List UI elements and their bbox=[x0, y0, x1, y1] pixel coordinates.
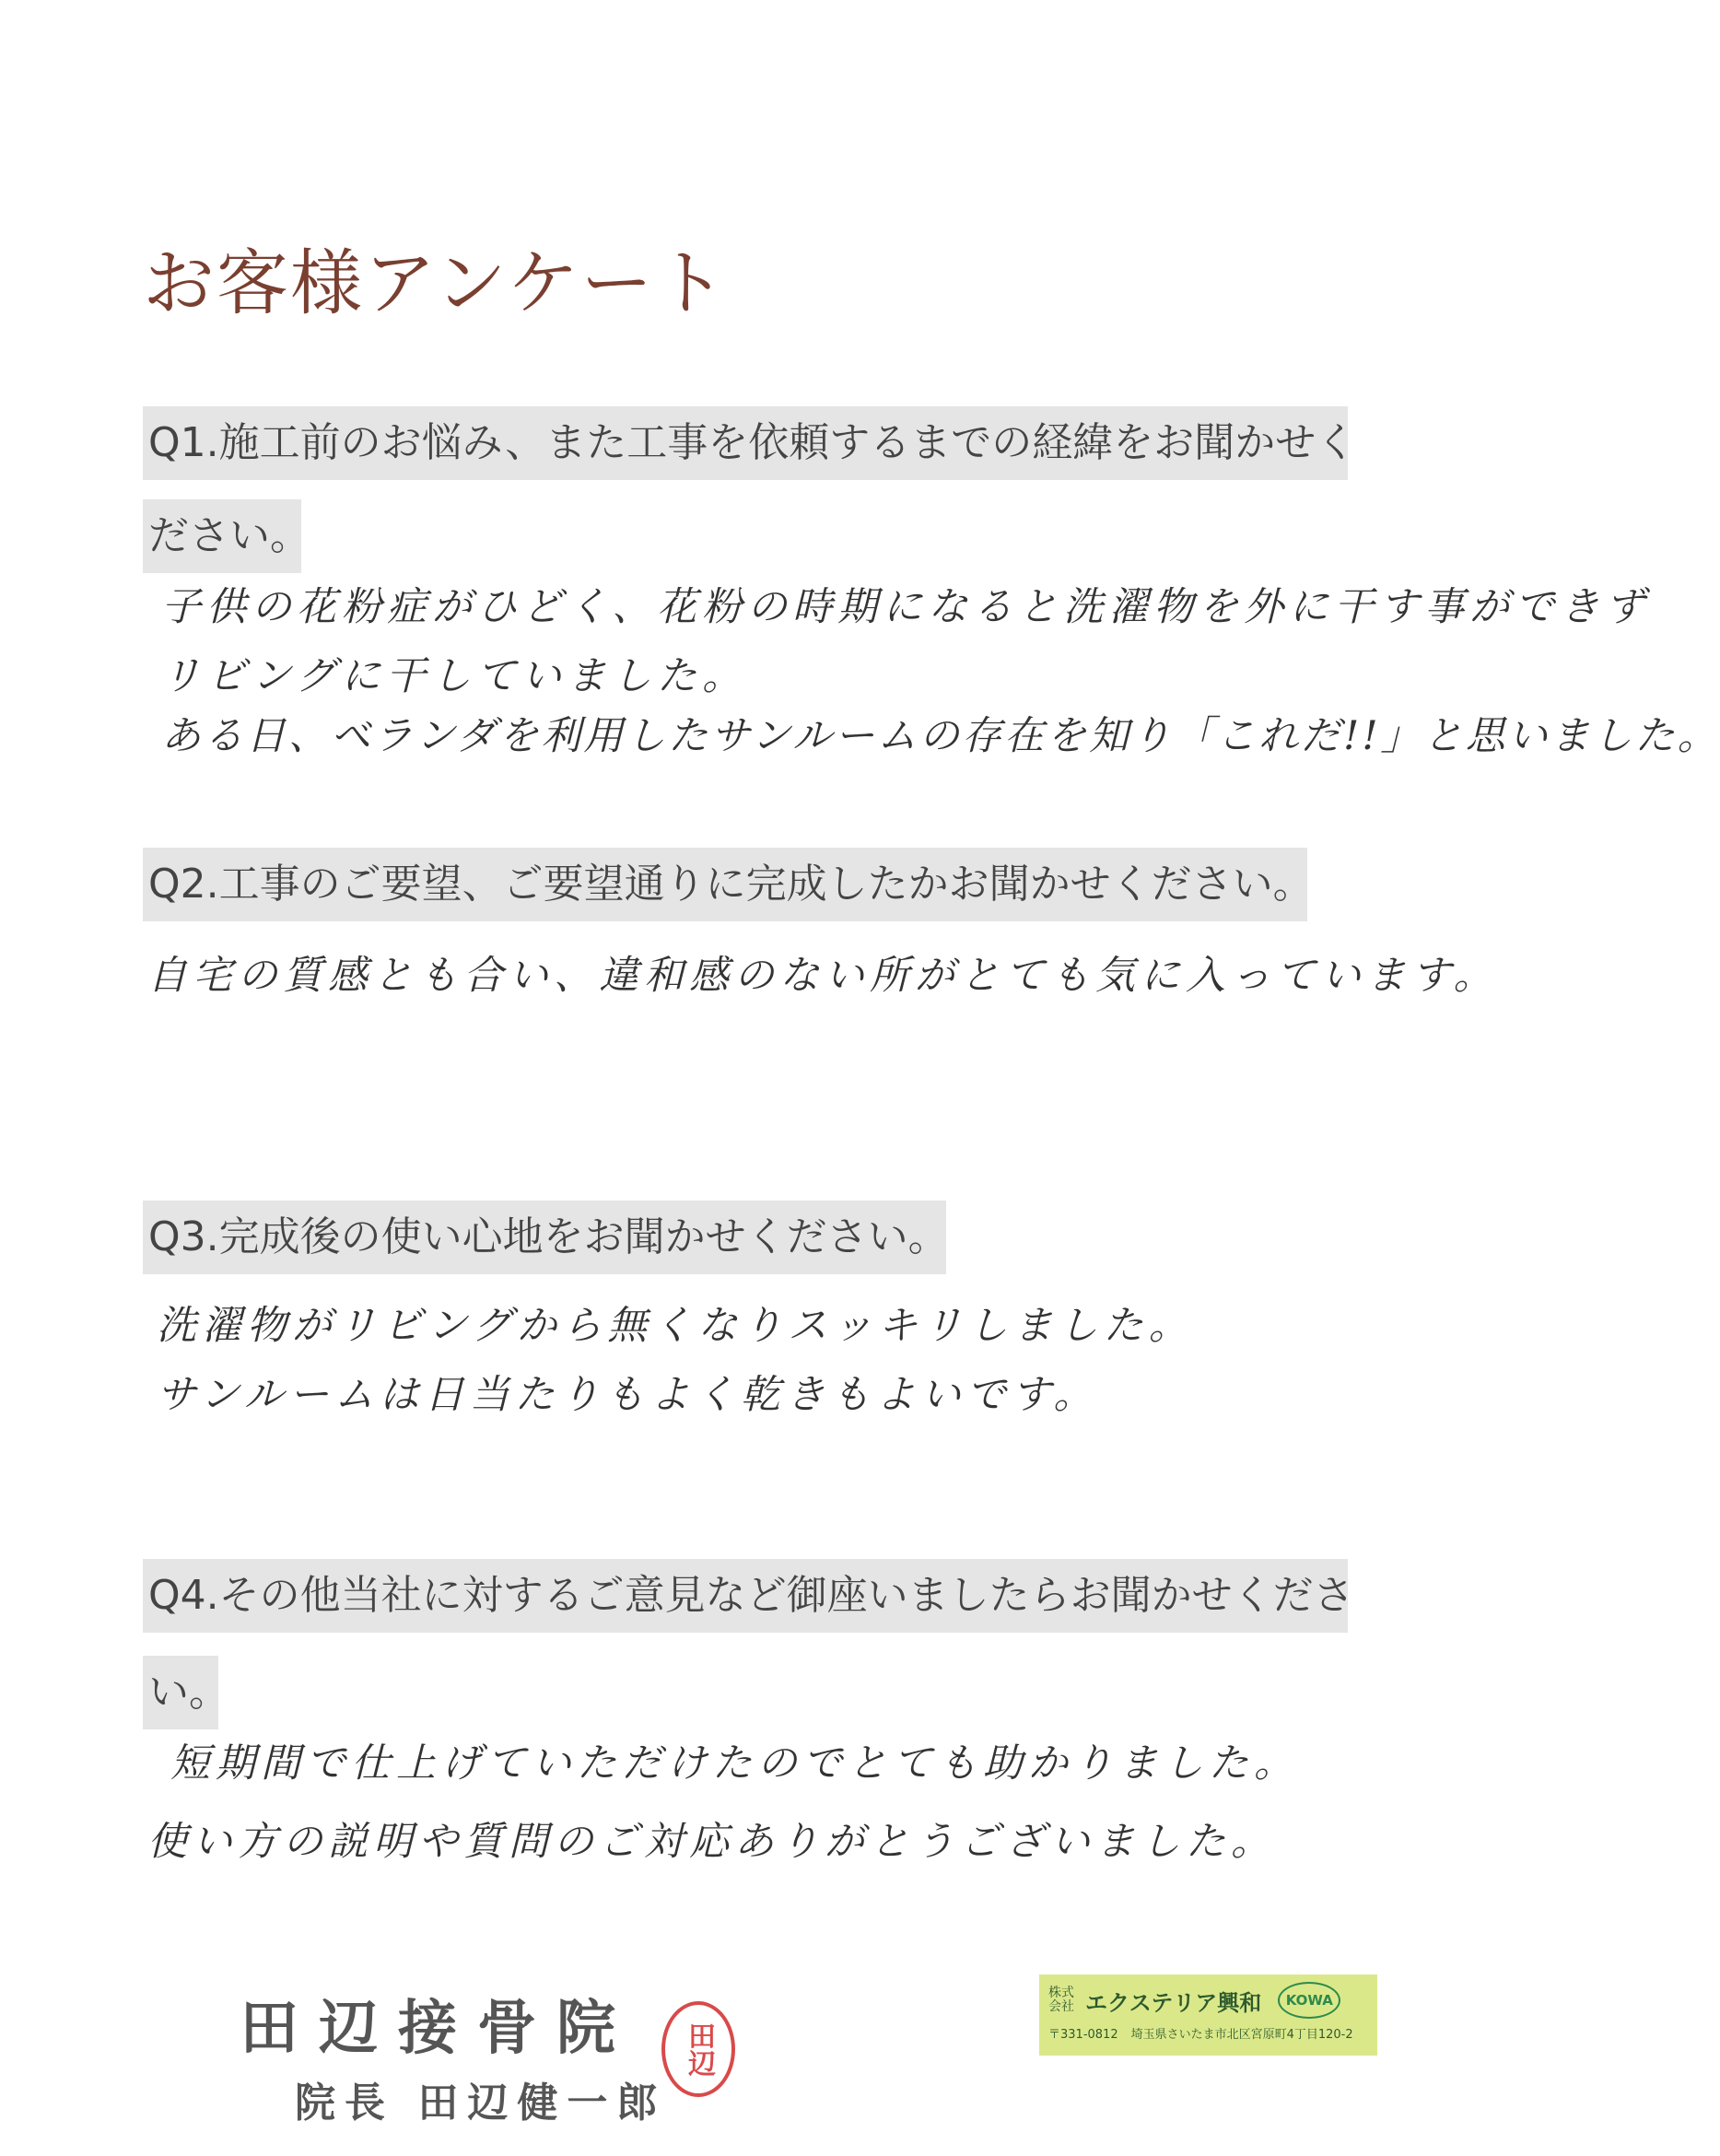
answer-1-line-3: ある日、ベランダを利用したサンルームの存在を知り「これだ!!」と思いました。 bbox=[161, 713, 1720, 759]
seal-text: 田辺 bbox=[683, 2021, 715, 2077]
question-4-line-2: い。 bbox=[143, 1656, 218, 1729]
answer-3-line-2: サンルームは日当たりもよく乾きもよいです。 bbox=[157, 1372, 1099, 1418]
page-title: お客様アンケート bbox=[143, 242, 729, 325]
answer-1-line-2: リビングに干していました。 bbox=[161, 653, 748, 699]
clinic-name: 田辺接骨院 bbox=[240, 1994, 636, 2063]
answer-1-line-1: 子供の花粉症がひどく、花粉の時期になると洗濯物を外に干す事ができず bbox=[161, 584, 1651, 630]
answer-4-line-1: 短期間で仕上げていただけたのでとても助かりました。 bbox=[170, 1740, 1299, 1787]
question-4-line-1: Q4.その他当社に対するご意見など御座いましたらお聞かせくださ bbox=[143, 1559, 1348, 1633]
question-2: Q2.工事のご要望、ご要望通りに完成したかお聞かせください。 bbox=[143, 848, 1307, 921]
question-1-line-2: ださい。 bbox=[143, 499, 301, 573]
question-3: Q3.完成後の使い心地をお聞かせください。 bbox=[143, 1201, 946, 1274]
kowa-logo-icon: KOWA bbox=[1278, 1982, 1340, 2019]
answer-4-line-2: 使い方の説明や質問のご対応ありがとうございました。 bbox=[147, 1819, 1276, 1865]
signature-block bbox=[240, 1981, 666, 2128]
company-address bbox=[1048, 2024, 1368, 2042]
answer-3-line-1: 洗濯物がリビングから無くなりスッキリしました。 bbox=[157, 1303, 1194, 1349]
company-name: エクステリア興和 bbox=[1085, 1989, 1262, 2016]
company-label bbox=[1039, 1974, 1377, 2056]
director-name: 院長 田辺健一郎 bbox=[295, 2080, 667, 2127]
company-postal: 〒331-0812 bbox=[1048, 2028, 1118, 2042]
answer-2-line-1: 自宅の質感とも合い、違和感のない所がとても気に入っています。 bbox=[147, 953, 1499, 999]
seal-stamp bbox=[661, 2001, 735, 2097]
question-1-line-1: Q1.施工前のお悩み、また工事を依頼するまでの経緯をお聞かせく bbox=[143, 406, 1348, 480]
company-corp-label: 株式会社 bbox=[1048, 1986, 1074, 2014]
company-street: 埼玉県さいたま市北区宮原町4丁目120-2 bbox=[1130, 2028, 1353, 2042]
